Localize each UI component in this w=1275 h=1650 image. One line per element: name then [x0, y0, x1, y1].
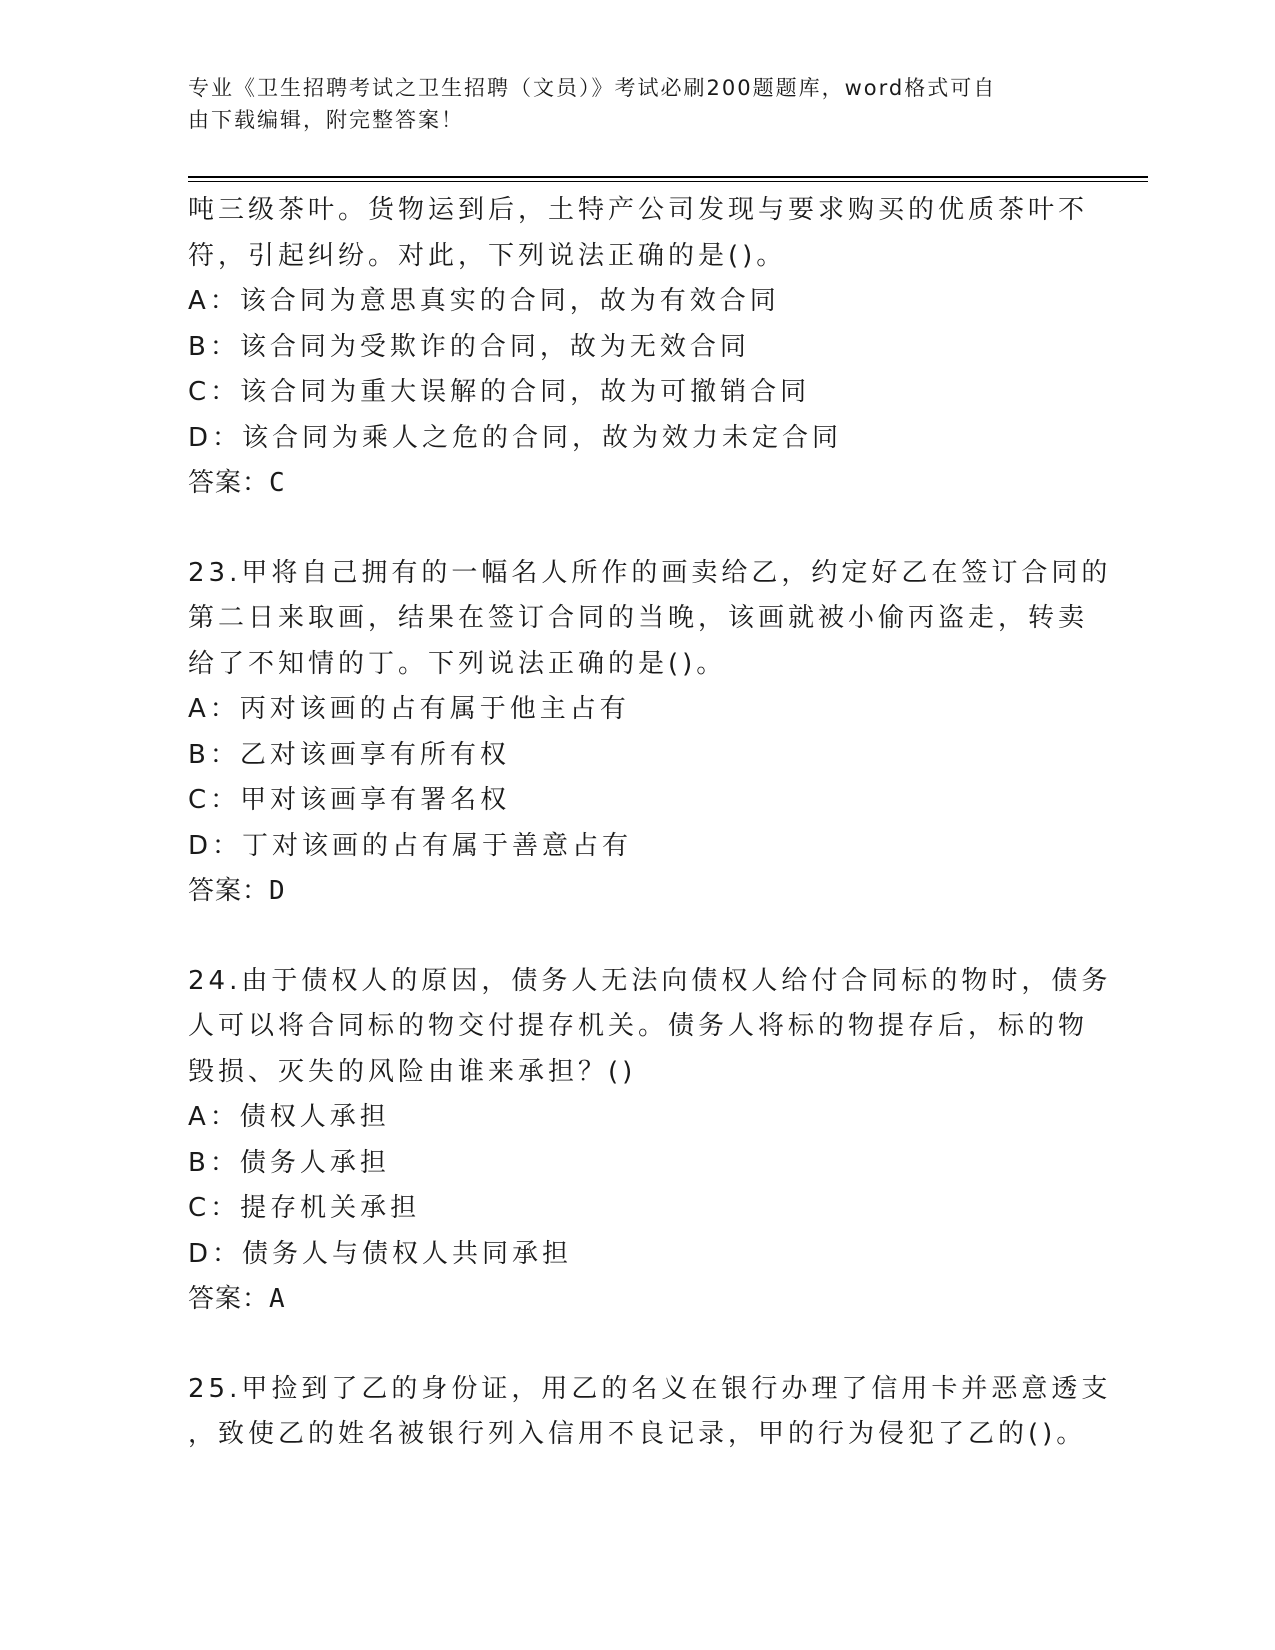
- question-24: [188, 959, 1112, 1323]
- answer-line: [188, 869, 1088, 915]
- header-divider-thick: [188, 176, 1148, 178]
- question-text-line: 23.甲将自己拥有的一幅名人所作的画卖给乙，约定好乙在签订合同的: [188, 557, 1112, 588]
- answer-line: [188, 1277, 1088, 1323]
- option-b: B：乙对该画享有所有权: [188, 739, 510, 770]
- question-23: [188, 551, 1112, 915]
- option-c: C：甲对该画享有署名权: [188, 785, 511, 815]
- question-text-line: 给了不知情的丁。下列说法正确的是()。: [188, 648, 727, 679]
- option-d: D：债务人与债权人共同承担: [188, 1238, 573, 1269]
- option-b: B：债务人承担: [188, 1147, 390, 1178]
- document-header: [188, 72, 1068, 136]
- answer-label: 答案：: [188, 468, 270, 498]
- answer-label: 答案：: [188, 876, 270, 906]
- question-text-line: 吨三级茶叶。货物运到后，土特产公司发现与要求购买的优质茶叶不: [188, 195, 1089, 225]
- option-d: D：丁对该画的占有属于善意占有: [188, 830, 633, 861]
- option-a: A：该合同为意思真实的合同，故为有效合同: [188, 286, 780, 316]
- header-divider-thin: [188, 181, 1148, 182]
- question-text-line: 符，引起纠纷。对此，下列说法正确的是()。: [188, 240, 787, 271]
- option-d: D：该合同为乘人之危的合同，故为效力未定合同: [188, 422, 843, 453]
- option-b: B：该合同为受欺诈的合同，故为无效合同: [188, 331, 750, 362]
- question-text-line: 毁损、灭失的风险由谁来承担？(): [188, 1056, 637, 1087]
- question-22: [188, 188, 1088, 507]
- question-text-line: 24.由于债权人的原因，债务人无法向债权人给付合同标的物时，债务: [188, 965, 1112, 996]
- question-text-line: ，致使乙的姓名被银行列入信用不良记录，甲的行为侵犯了乙的()。: [188, 1419, 1087, 1449]
- header-line-2: 由下载编辑，附完整答案！: [188, 108, 464, 132]
- header-line-1: 专业《卫生招聘考试之卫生招聘（文员）》考试必刷200题题库，word格式可自: [188, 76, 997, 100]
- option-a: A：丙对该画的占有属于他主占有: [188, 694, 630, 724]
- answer-value: D: [269, 876, 286, 906]
- question-list: [188, 188, 1112, 1458]
- option-c: C：该合同为重大误解的合同，故为可撤销合同: [188, 377, 811, 407]
- question-text-line: 25.甲捡到了乙的身份证，用乙的名义在银行办理了信用卡并恶意透支: [188, 1373, 1112, 1404]
- question-text-line: 第二日来取画，结果在签订合同的当晚，该画就被小偷丙盗走，转卖: [188, 603, 1089, 633]
- option-a: A：债权人承担: [188, 1102, 390, 1132]
- answer-line: [188, 461, 1088, 507]
- question-25: [188, 1367, 1112, 1458]
- answer-label: 答案：: [188, 1284, 270, 1314]
- answer-value: C: [269, 468, 286, 498]
- option-c: C：提存机关承担: [188, 1193, 421, 1223]
- answer-value: A: [269, 1284, 286, 1314]
- question-text-line: 人可以将合同标的物交付提存机关。债务人将标的物提存后，标的物: [188, 1011, 1089, 1041]
